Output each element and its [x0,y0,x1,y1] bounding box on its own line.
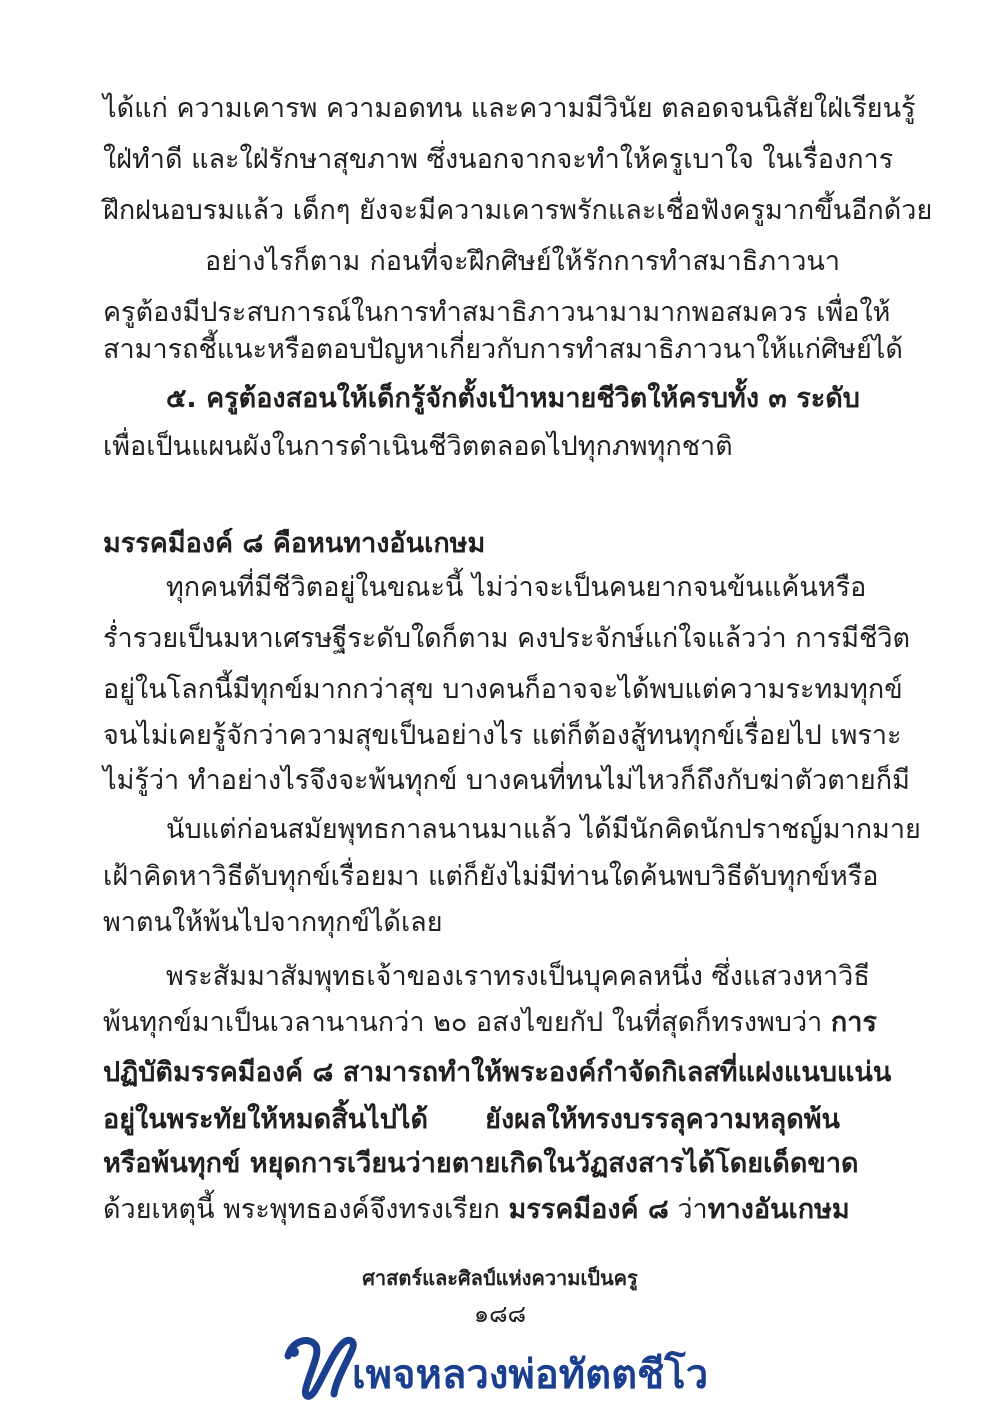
body-line: ได้แก่ ความเคารพ ความอดทน และความมีวินัย ตลอดจนนิสัยใฝ่เรียนรู้ [103,93,916,124]
brand-mark-icon [280,1328,360,1404]
emphasis-line: ปฏิบัติมรรคมีองค์ ๘ สามารถทำให้พระองค์กำจัดกิเลสที่แฝงแนบแน่น [103,1057,892,1088]
body-line: เพื่อเป็นแผนผังในการดำเนินชีวิตตลอดไปทุกภพทุกชาติ [103,431,733,462]
body-text: ด้วยเหตุนี้ พระพุทธองค์จึงทรงเรียก [103,1194,500,1225]
body-line: ทุกคนที่มีชีวิตอยู่ในขณะนี้ ไม่ว่าจะเป็นคนยากจนข้นแค้นหรือ [166,572,867,603]
body-line: ใฝ่ทำดี และใฝ่รักษาสุขภาพ ซึ่งนอกจากจะทำให้ครูเบาใจ ในเรื่องการ [103,144,894,175]
body-line: ไม่รู้ว่า ทำอย่างไรจึงจะพ้นทุกข์ บางคนที่ทนไม่ไหวก็ถึงกับฆ่าตัวตายก็มี [103,765,910,796]
body-line: อยู่ในโลกนี้มีทุกข์มากกว่าสุข บางคนก็อาจจะได้พบแต่ความระทมทุกข์ [103,674,903,705]
body-line: ครูต้องมีประสบการณ์ในการทำสมาธิภาวนามามากพอสมควร เพื่อให้ [103,297,891,328]
emphasis-line: หรือพ้นทุกข์ หยุดการเวียนว่ายตายเกิดในวัฏสงสารได้โดยเด็ดขาด [103,1148,859,1179]
body-text: ว่า [677,1194,708,1225]
body-line: พาตนให้พ้นไปจากทุกข์ได้เลย [103,907,443,938]
body-text: พ้นทุกข์มาเป็นเวลานานกว่า ๒๐ อสงไขยกัป ในที่สุดก็ทรงพบว่า [103,1007,823,1038]
body-line: เฝ้าคิดหาวิธีดับทุกข์เรื่อยมา แต่ก็ยังไม่มีท่านใดค้นพบวิธีดับทุกข์หรือ [103,861,879,892]
body-line: พระสัมมาสัมพุทธเจ้าของเราทรงเป็นบุคคลหนึ่ง ซึ่งแสวงหาวิธี [166,961,870,992]
brand-name: เพจหลวงพ่อทัตตชีโว [352,1352,709,1398]
section-heading: มรรคมีองค์ ๘ คือหนทางอันเกษม [103,528,486,559]
body-line: อย่างไรก็ตาม ก่อนที่จะฝึกศิษย์ให้รักการทำสมาธิภาวนา [205,246,840,277]
body-line: ฝึกฝนอบรมแล้ว เด็กๆ ยังจะมีความเคารพรักและเชื่อฟังครูมากขึ้นอีกด้วย [103,195,933,226]
body-line: จนไม่เคยรู้จักว่าความสุขเป็นอย่างไร แต่ก็ต้องสู้ทนทุกข์เรื่อยไป เพราะ [103,720,902,751]
emphasis-text: การ [830,1007,877,1038]
body-line-mixed [103,1183,850,1237]
emphasis-text: ทางอันเกษม [707,1194,850,1225]
body-line: สามารถชี้แนะหรือตอบปัญหาเกี่ยวกับการทำสมาธิภาวนาให้แก่ศิษย์ได้ [103,334,903,365]
body-line-mixed [103,996,877,1050]
page-number: ๑๘๘ [473,1300,527,1328]
numbered-point-heading: ๕. ครูต้องสอนให้เด็กรู้จักตั้งเป้าหมายชีวิตให้ครบทั้ง ๓ ระดับ [166,383,860,414]
body-line: นับแต่ก่อนสมัยพุทธกาลนานมาแล้ว ได้มีนักคิดนักปราชญ์มากมาย [166,814,921,845]
emphasis-line: อยู่ในพระทัยให้หมดสิ้นไปได้ ยังผลให้ทรงบรรลุความหลุดพ้น [103,1104,840,1135]
emphasis-text: มรรคมีองค์ ๘ [508,1194,669,1225]
brand-logo [280,1328,740,1408]
book-title: ศาสตร์และศิลป์แห่งความเป็นครู [362,1266,638,1290]
body-line: ร่ำรวยเป็นมหาเศรษฐีระดับใดก็ตาม คงประจักษ์แก่ใจแล้วว่า การมีชีวิต [103,623,911,654]
